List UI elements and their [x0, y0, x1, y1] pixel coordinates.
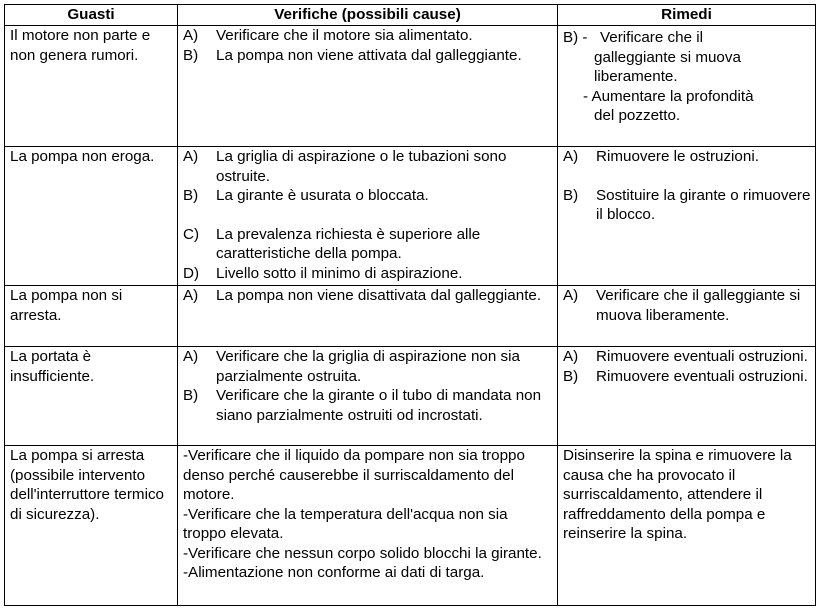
item-text: Sostituire la girante o rimuovere il blocco. — [596, 186, 811, 223]
verifica-item — [183, 347, 554, 386]
spacer — [563, 167, 812, 186]
verifica-item — [183, 46, 554, 66]
item-text-cont: liberamente. — [594, 68, 678, 85]
rimedio-sub-item-cont: del pozzetto. — [594, 107, 681, 124]
header-rimedi: Rimedi — [558, 5, 816, 26]
item-text: Verificare che il galleggiante si muova liberamente. — [596, 287, 801, 324]
rimedio-item — [563, 186, 812, 225]
rimedio-item — [563, 286, 812, 325]
table-header-row — [5, 5, 816, 26]
rimedio-b-block — [563, 28, 812, 126]
item-text: Rimuovere eventuali ostruzioni. — [596, 348, 808, 365]
item-text: Verificare che la girante o il tubo di mandata non siano parzialmente ostruiti od incrostati. — [216, 387, 542, 424]
verifica-dash-item: -Verificare che il liquido da pompare non sia troppo denso perché causerebbe il surriscaldamento del motore. — [183, 447, 525, 503]
rimedi-cell: Disinserire la spina e rimuovere la causa che ha provocato il surriscaldamento, attendere il raffreddamento della pompa e reinserire la spina. — [558, 446, 816, 606]
table-row — [5, 347, 816, 446]
item-letter: B) — [183, 187, 199, 204]
table-row — [5, 26, 816, 147]
spacer — [183, 206, 554, 225]
item-letter: A) — [183, 148, 199, 165]
verifica-item — [183, 286, 554, 306]
rimedio-sub-item: - Aumentare la profondità — [583, 87, 754, 105]
item-text: La pompa non viene attivata dal galleggiante. — [216, 46, 522, 64]
item-letter: A) — [563, 348, 579, 365]
item-letter: A) — [183, 348, 199, 365]
item-letter: A) — [183, 27, 199, 44]
table-row — [5, 147, 816, 286]
item-letter: B) — [563, 186, 579, 204]
rimedi-cell — [558, 26, 816, 147]
verifica-item — [183, 386, 554, 425]
verifica-item — [183, 186, 554, 206]
rimedi-cell — [558, 347, 816, 446]
item-text: La girante è usurata o bloccata. — [216, 187, 429, 204]
item-letter: A) — [563, 148, 579, 165]
item-letter: B) — [183, 387, 199, 404]
item-letter: D) — [183, 264, 200, 282]
troubleshooting-table — [4, 4, 816, 606]
header-verifiche: Verifiche (possibili cause) — [178, 5, 558, 26]
item-text: Livello sotto il minimo di aspirazione. — [216, 264, 463, 282]
item-text: Rimuovere le ostruzioni. — [596, 148, 759, 165]
item-text: Verificare che la griglia di aspirazione non sia parzialmente ostruita. — [216, 348, 520, 385]
item-text: Rimuovere eventuali ostruzioni. — [596, 367, 808, 385]
verifica-dash-item: -Verificare che nessun corpo solido blocchi la girante. — [183, 544, 542, 562]
verifica-item — [183, 264, 554, 284]
verifica-item — [183, 225, 554, 264]
item-letter: A) — [183, 287, 199, 304]
guasto-cell: Il motore non parte e non genera rumori. — [5, 26, 178, 147]
rimedi-cell — [558, 147, 816, 286]
verifica-dash-item: -Verificare che la temperatura dell'acqua non sia troppo elevata. — [183, 505, 508, 542]
guasto-cell: La pompa non si arresta. — [5, 286, 178, 347]
verifiche-cell — [178, 147, 558, 286]
verifica-item — [183, 147, 554, 186]
item-letter: B) - — [563, 29, 588, 46]
item-text: La griglia di aspirazione o le tubazioni sono ostruite. — [216, 148, 507, 185]
rimedio-item — [563, 147, 812, 167]
verifiche-cell — [178, 26, 558, 147]
table-row — [5, 286, 816, 347]
rimedio-b-line — [563, 28, 812, 48]
item-text-cont: galleggiante si muova — [594, 48, 741, 66]
item-letter: A) — [563, 287, 579, 304]
item-text: Verificare che il — [600, 29, 703, 46]
guasto-cell: La pompa si arresta (possibile intervento dell'interruttore termico di sicurezza). — [5, 446, 178, 606]
rimedio-item — [563, 367, 812, 387]
guasto-cell: La portata è insufficiente. — [5, 347, 178, 446]
item-letter: B) — [183, 46, 199, 64]
guasto-cell: La pompa non eroga. — [5, 147, 178, 286]
item-letter: B) — [563, 367, 579, 385]
verifiche-cell — [178, 446, 558, 606]
item-text: La pompa non viene disattivata dal galleggiante. — [216, 287, 542, 304]
item-text: Verificare che il motore sia alimentato. — [216, 27, 473, 44]
verifica-dash-item: -Alimentazione non conforme ai dati di targa. — [183, 564, 485, 581]
rimedio-item — [563, 347, 812, 367]
item-letter: C) — [183, 225, 200, 243]
verifiche-cell — [178, 286, 558, 347]
rimedi-cell — [558, 286, 816, 347]
header-guasti: Guasti — [5, 5, 178, 26]
item-text: La prevalenza richiesta è superiore alle caratteristiche della pompa. — [216, 225, 481, 262]
table-row — [5, 446, 816, 606]
verifiche-cell — [178, 347, 558, 446]
verifica-item — [183, 26, 554, 46]
